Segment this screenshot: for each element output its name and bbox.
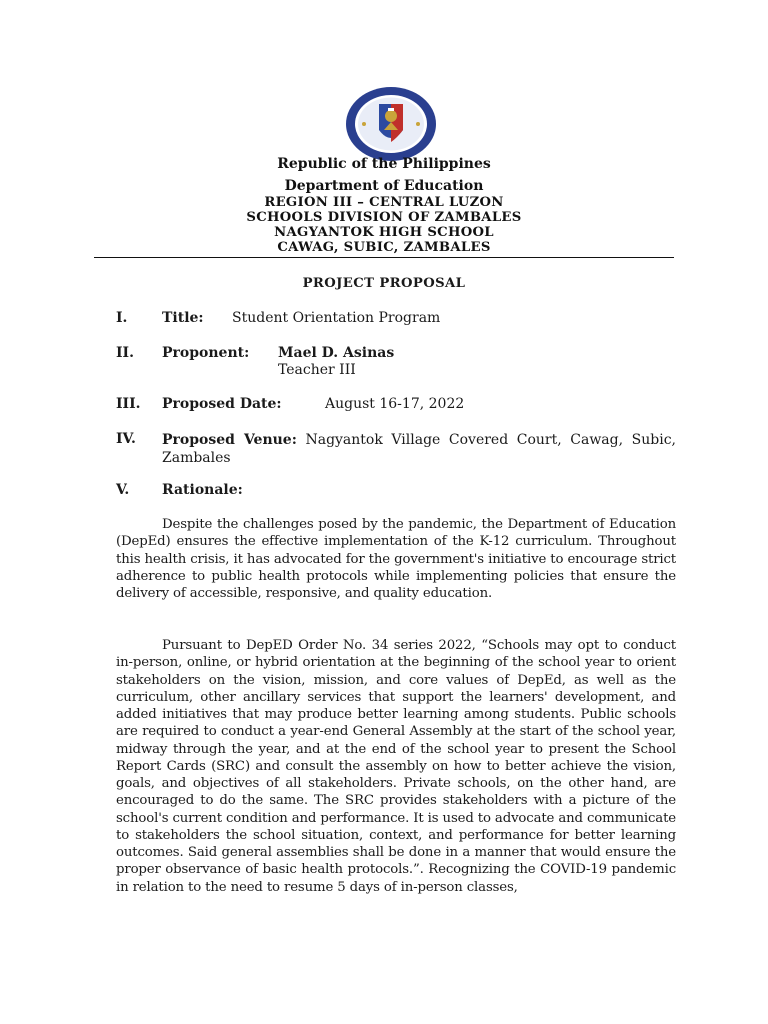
section-number: III.	[116, 396, 141, 412]
section-number: IV.	[116, 431, 136, 447]
proponent-name: Mael D. Asinas	[278, 345, 395, 361]
deped-seal-icon	[344, 86, 438, 162]
section-number: II.	[116, 345, 134, 361]
section-venue	[162, 431, 676, 467]
document-title: PROJECT PROPOSAL	[302, 276, 466, 291]
proposed-date-value: August 16-17, 2022	[325, 396, 465, 412]
header-address-block	[94, 195, 674, 255]
header-region: REGION III – CENTRAL LUZON	[264, 195, 504, 210]
rationale-paragraph-1: Despite the challenges posed by the pandemic, the Department of Education (DepEd) ensures the effective implementation of the K-12 curriculum. Throughout this health crisis, it has advocated for the government's initiative to encourage strict adherence to public health protocols while implementing policies that ensure the delivery of accessible, responsive, and quality education.	[116, 517, 676, 601]
header-divider	[94, 257, 674, 258]
section-label: Proponent:	[162, 345, 250, 361]
section-number: I.	[116, 310, 128, 326]
section-label: Proposed Venue:	[162, 432, 297, 448]
section-label: Proposed Date:	[162, 396, 282, 412]
header-school: NAGYANTOK HIGH SCHOOL	[274, 225, 494, 240]
section-label: Title:	[162, 310, 204, 326]
project-title-value: Student Orientation Program	[232, 310, 441, 326]
rationale-paragraph-2: Pursuant to DepED Order No. 34 series 2022, “Schools may opt to conduct in-person, online, or hybrid orientation at the beginning of the school year to orient stakeholders on the vision, mission, and core values of DepEd, as well as the curriculum, other ancillary services that support the learners' development, and added initiatives that may produce better learning among students. Public schools are required to conduct a year-end General Assembly at the start of the school year, midway through the year, and at the end of the school year to present the School Report Cards (SRC) and consult the assembly on how to better achieve the vision, goals, and objectives of all stakeholders. Private schools, on the other hand, are encouraged to do the same. The SRC provides stakeholders with a picture of the school's current condition and performance. It is used to advocate and communicate to stakeholders the school situation, context, and performance for better learning outcomes. Said general assemblies shall be done in a manner that would ensure the proper observance of basic health protocols.”. Recognizing the COVID-19 pandemic in relation to the need to resume 5 days of in-person classes,	[116, 638, 676, 895]
header-location: CAWAG, SUBIC, ZAMBALES	[277, 240, 491, 255]
header-republic: Republic of the Philippines	[277, 156, 491, 172]
proponent-position: Teacher III	[278, 362, 356, 378]
header-division: SCHOOLS DIVISION OF ZAMBALES	[246, 210, 522, 225]
header-department: Department of Education	[284, 178, 484, 194]
proposed-venue-value: Nagyantok Village Covered Court, Cawag, Subic, Zambales	[162, 432, 676, 466]
section-label: Rationale:	[162, 482, 243, 498]
section-number: V.	[116, 482, 130, 498]
